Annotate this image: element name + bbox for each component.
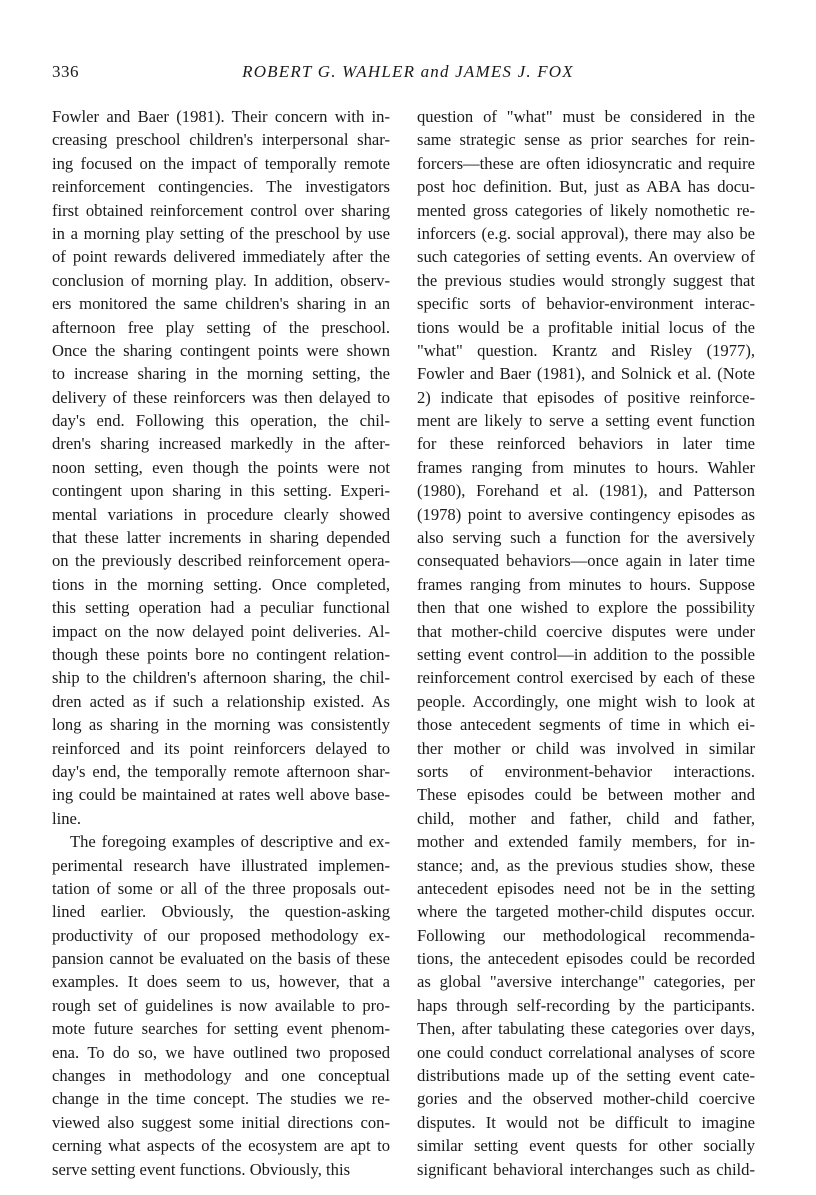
text-line: Fowler and Baer (1981). Their concern with in- bbox=[52, 107, 390, 126]
text-line: consequated behaviors—once again in later time bbox=[417, 551, 755, 571]
text-line: for these reinforced behaviors in later time bbox=[417, 434, 755, 454]
text-line: productivity of our proposed methodology ex- bbox=[52, 925, 390, 945]
text-line: (1978) point to aversive contingency episodes as bbox=[417, 504, 755, 524]
left-text-column bbox=[52, 105, 390, 1181]
text-line: such categories of setting events. An overview of bbox=[417, 247, 755, 267]
text-line: that these latter increments in sharing depended bbox=[52, 528, 390, 548]
text-line: as global "aversive interchange" categories, per bbox=[417, 972, 755, 992]
text-line: reinforced and its point reinforcers delayed to bbox=[52, 738, 390, 758]
text-line: significant behavioral interchanges such as child- bbox=[417, 1159, 755, 1179]
text-line: this setting operation had a peculiar functional bbox=[52, 598, 390, 618]
text-line: lined earlier. Obviously, the question-asking bbox=[52, 902, 390, 922]
text-line: to increase sharing in the morning setting, the bbox=[52, 364, 390, 384]
text-line: mental variations in procedure clearly showed bbox=[52, 504, 390, 524]
text-line: ther mother or child was involved in similar bbox=[417, 738, 755, 758]
text-line: Once the sharing contingent points were shown bbox=[52, 340, 390, 360]
running-title: ROBERT G. WAHLER and JAMES J. FOX bbox=[242, 62, 574, 81]
text-line: cerning what aspects of the ecosystem are apt to bbox=[52, 1136, 390, 1156]
text-line: viewed also suggest some initial directions con- bbox=[52, 1112, 390, 1132]
text-line: rough set of guidelines is now available to pro- bbox=[52, 995, 390, 1015]
text-line: tions in the morning setting. Once completed, bbox=[52, 574, 390, 594]
text-line: same strategic sense as prior searches for rein- bbox=[417, 130, 755, 150]
text-line: ship to the children's afternoon sharing, the chil- bbox=[52, 668, 390, 688]
text-line: setting event control—in addition to the possible bbox=[417, 644, 755, 664]
text-line: mented gross categories of likely nomothetic re- bbox=[417, 200, 755, 220]
text-line: inforcers (e.g. social approval), there may also be bbox=[417, 223, 755, 243]
text-line: distributions made up of the setting event cate- bbox=[417, 1066, 755, 1086]
text-line: tions, the antecedent episodes could be recorded bbox=[417, 949, 755, 969]
text-line: examples. It does seem to us, however, that a bbox=[52, 972, 390, 992]
text-line: reinforcement control exercised by each of these bbox=[417, 668, 755, 688]
text-line: mote future searches for setting event phenom- bbox=[52, 1019, 390, 1039]
text-line: forcers—these are often idiosyncratic and require bbox=[417, 153, 755, 173]
text-line: frames ranging from minutes to hours. Suppose bbox=[417, 574, 755, 594]
text-line: perimental research have illustrated implemen- bbox=[52, 855, 390, 875]
text-line: reinforcement contingencies. The investigators bbox=[52, 177, 390, 197]
text-line: delivery of these reinforcers was then delayed to bbox=[52, 387, 390, 407]
text-line: change in the time concept. The studies we re- bbox=[52, 1089, 390, 1109]
text-line: day's end, the temporally remote afternoon shar- bbox=[52, 761, 390, 781]
text-line: tions would be a profitable initial locus of the bbox=[417, 317, 755, 337]
text-line: though these points bore no contingent relation- bbox=[52, 644, 390, 664]
text-line: Then, after tabulating these categories over days, bbox=[417, 1019, 755, 1039]
text-line: impact on the now delayed point deliveries. Al- bbox=[52, 621, 390, 641]
text-line: changes in methodology and one conceptual bbox=[52, 1066, 390, 1086]
text-line: noon setting, even though the points were not bbox=[52, 457, 390, 477]
text-line: ing could be maintained at rates well above base- bbox=[52, 785, 390, 805]
running-head bbox=[52, 62, 764, 86]
text-line: similar setting event quests for other socially bbox=[417, 1136, 755, 1156]
text-line: of point rewards delivered immediately after the bbox=[52, 247, 390, 267]
text-line: creasing preschool children's interpersonal shar- bbox=[52, 130, 390, 150]
text-line: conclusion of morning play. In addition, observ- bbox=[52, 270, 390, 290]
text-line: ment are likely to serve a setting event function bbox=[417, 411, 755, 431]
text-line: Following our methodological recommenda- bbox=[417, 925, 755, 945]
text-line: These episodes could be between mother and bbox=[417, 785, 755, 805]
text-line: afternoon free play setting of the preschool. bbox=[52, 317, 390, 337]
text-line: people. Accordingly, one might wish to look at bbox=[417, 691, 755, 711]
text-line: specific sorts of behavior-environment interac- bbox=[417, 294, 755, 314]
text-line: child, mother and father, child and father, bbox=[417, 808, 755, 828]
text-line: long as sharing in the morning was consistently bbox=[52, 715, 390, 735]
text-line: then that one wished to explore the possibility bbox=[417, 598, 755, 618]
text-line: pansion cannot be evaluated on the basis of these bbox=[52, 949, 390, 969]
text-line: first obtained reinforcement control over sharing bbox=[52, 200, 390, 220]
text-line: sorts of environment-behavior interactions. bbox=[417, 761, 755, 781]
text-line: one could conduct correlational analyses of score bbox=[417, 1042, 755, 1062]
text-line: haps through self-recording by the participants. bbox=[417, 995, 755, 1015]
text-line: 2) indicate that episodes of positive reinforce- bbox=[417, 387, 755, 407]
text-line: serve setting event functions. Obviously, this bbox=[52, 1159, 351, 1179]
text-line: Fowler and Baer (1981), and Solnick et al. (Note bbox=[417, 364, 755, 384]
text-line: contingent upon sharing in this setting. Experi- bbox=[52, 481, 390, 501]
text-line: ena. To do so, we have outlined two proposed bbox=[52, 1042, 390, 1062]
text-line: (1980), Forehand et al. (1981), and Patterson bbox=[417, 481, 755, 501]
text-line: ing focused on the impact of temporally remote bbox=[52, 153, 390, 173]
text-line: the previous studies would strongly suggest that bbox=[417, 270, 755, 290]
text-line: on the previously described reinforcement opera- bbox=[52, 551, 390, 571]
text-line: antecedent episodes need not be in the setting bbox=[417, 878, 755, 898]
text-line: The foregoing examples of descriptive and ex- bbox=[70, 832, 390, 852]
text-line: "what" question. Krantz and Risley (1977), bbox=[417, 340, 755, 360]
text-line: dren acted as if such a relationship existed. As bbox=[52, 691, 390, 711]
text-line: also serving such a function for the aversively bbox=[417, 528, 755, 548]
text-line: disputes. It would not be difficult to imagine bbox=[417, 1112, 755, 1132]
text-line: day's end. Following this operation, the chil- bbox=[52, 411, 390, 431]
text-line: ers monitored the same children's sharing in an bbox=[52, 294, 390, 314]
right-text-column bbox=[417, 105, 755, 1181]
text-line: dren's sharing increased markedly in the after- bbox=[52, 434, 390, 454]
text-line: those antecedent segments of time in which ei- bbox=[417, 715, 755, 735]
text-line: stance; and, as the previous studies show, these bbox=[417, 855, 755, 875]
text-line: in a morning play setting of the preschool by use bbox=[52, 223, 390, 243]
text-line: tation of some or all of the three proposals out- bbox=[52, 878, 390, 898]
text-line: line. bbox=[52, 808, 82, 828]
text-line: where the targeted mother-child disputes occur. bbox=[417, 902, 755, 922]
text-line: that mother-child coercive disputes were under bbox=[417, 621, 755, 641]
text-line: frames ranging from minutes to hours. Wahler bbox=[417, 457, 755, 477]
text-line: question of "what" must be considered in the bbox=[417, 107, 755, 126]
text-line: gories and the observed mother-child coercive bbox=[417, 1089, 755, 1109]
text-line: post hoc definition. But, just as ABA has docu- bbox=[417, 177, 755, 197]
page-number: 336 bbox=[52, 62, 79, 81]
text-line: mother and extended family members, for in- bbox=[417, 832, 755, 852]
